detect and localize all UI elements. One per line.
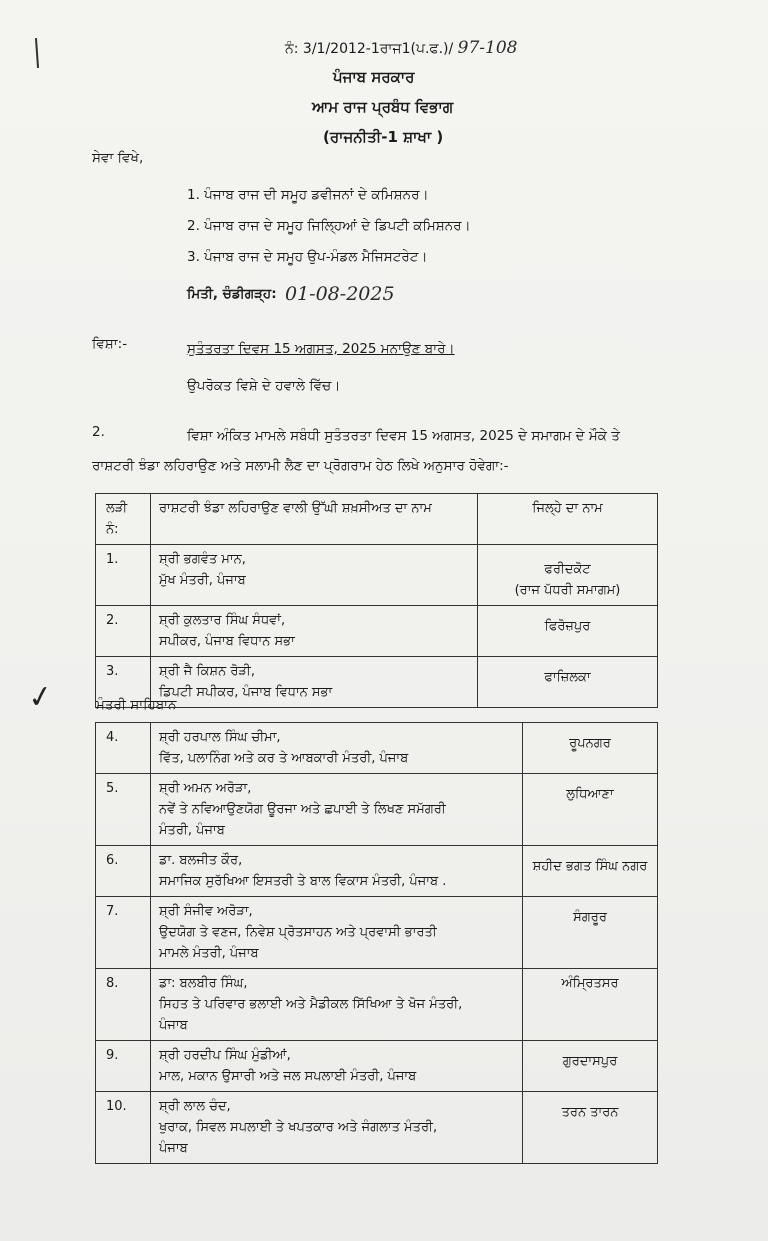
para2-line1: ਵਿਸ਼ਾ ਅੰਕਿਤ ਮਾਮਲੇ ਸਬੰਧੀ ਸੁਤੰਤਰਤਾ ਦਿਵਸ 15 ਅਗਸਤ, 2025 ਦੇ ਸਮਾਗਮ ਦੇ ਮੌਕੇ ਤੇ [187, 428, 620, 444]
row-dignitary [151, 657, 478, 708]
table-header-row [96, 494, 658, 545]
dignitary-line: ਮਾਲ, ਮਕਾਨ ਉਸਾਰੀ ਅਤੇ ਜਲ ਸਪਲਾਈ ਮੰਤਰੀ, ਪੰਜਾਬ [159, 1069, 417, 1084]
table-row [96, 1041, 658, 1092]
row-district: ਤਰਨ ਤਾਰਨ [523, 1092, 658, 1164]
row-dignitary [151, 774, 523, 846]
header-dignitary: ਰਾਸ਼ਟਰੀ ਝੰਡਾ ਲਹਿਰਾਉਣ ਵਾਲੀ ਉੱਘੀ ਸ਼ਖ਼ਸੀਅਤ ਦਾ ਨਾਮ [151, 494, 478, 545]
row-district: ਸੰਗਰੂਰ [523, 897, 658, 969]
para2-line2: ਰਾਸ਼ਟਰੀ ਝੰਡਾ ਲਹਿਰਾਉਣ ਅਤੇ ਸਲਾਮੀ ਲੈਣ ਦਾ ਪ੍ਰੋਗਰਾਮ ਹੇਠ ਲਿਖੇ ਅਨੁਸਾਰ ਹੋਵੇਗਾ:- [92, 458, 509, 474]
dignitary-line: ਡਾ: ਬਲਬੀਰ ਸਿੰਘ, [159, 976, 248, 991]
ministers-label: ਮੰਤਰੀ ਸਾਹਿਬਾਨ [96, 697, 177, 713]
row-dignitary [151, 897, 523, 969]
addressee-item-2: 2. ਪੰਜਾਬ ਰਾਜ ਦੇ ਸਮੂਹ ਜਿਲ੍ਹਿਆਂ ਦੇ ਡਿਪਟੀ ਕਮਿਸ਼ਨਰ। [187, 218, 471, 234]
reference-printed: ਨੰ: 3/1/2012-1ਰਾਜ1(ਪ.ਫ.)/ [285, 41, 454, 57]
margin-pen-stroke [35, 38, 39, 68]
reference-handwritten: 97-108 [457, 38, 518, 58]
row-serial: 2. [96, 606, 151, 657]
dignitary-line: ਵਿੱਤ, ਪਲਾਨਿੰਗ ਅਤੇ ਕਰ ਤੇ ਆਬਕਾਰੀ ਮੰਤਰੀ, ਪੰਜਾਬ [159, 751, 409, 766]
header-district: ਜਿਲ੍ਹੇ ਦਾ ਨਾਮ [478, 494, 658, 545]
govt-name: ਪੰਜਾਬ ਸਰਕਾਰ [333, 68, 415, 86]
dignitary-line: ਸ਼੍ਰੀ ਹਰਪਾਲ ਸਿੰਘ ਚੀਮਾ, [159, 730, 281, 745]
row-serial: 6. [96, 846, 151, 897]
dignitary-line: ਉਦਯੋਗ ਤੇ ਵਣਜ, ਨਿਵੇਸ਼ ਪ੍ਰੋਤਸਾਹਨ ਅਤੇ ਪ੍ਰਵਾਸੀ ਭਾਰਤੀ [159, 925, 437, 940]
date-handwritten: 01-08-2025 [285, 283, 395, 305]
row-district: ਫਿਰੋਜ਼ਪੁਰ [478, 606, 658, 657]
row-dignitary [151, 606, 478, 657]
row-district: ਫਾਜ਼ਿਲਕਾ [478, 657, 658, 708]
dignitary-line: ਸਿਹਤ ਤੇ ਪਰਿਵਾਰ ਭਲਾਈ ਅਤੇ ਮੈਡੀਕਲ ਸਿੱਖਿਆ ਤੇ ਖੋਜ ਮੰਤਰੀ, [159, 997, 463, 1012]
date-label: ਮਿਤੀ, ਚੰਡੀਗੜ੍ਹ: [187, 286, 277, 302]
table-row [96, 723, 658, 774]
department-name: ਆਮ ਰਾਜ ਪ੍ਰਬੰਧ ਵਿਭਾਗ [312, 98, 454, 116]
addressee-item-1: 1. ਪੰਜਾਬ ਰਾਜ ਦੀ ਸਮੂਹ ਡਵੀਜਨਾਂ ਦੇ ਕਮਿਸ਼ਨਰ। [187, 187, 429, 203]
dignitary-line: ਖੁਰਾਕ, ਸਿਵਲ ਸਪਲਾਈ ਤੇ ਖਪਤਕਾਰ ਅਤੇ ਜੰਗਲਾਤ ਮੰਤਰੀ, [159, 1120, 438, 1135]
row-serial: 1. [96, 545, 151, 606]
row-dignitary [151, 846, 523, 897]
dignitary-line: ਸ਼੍ਰੀ ਅਮਨ ਅਰੋੜਾ, [159, 781, 252, 796]
para2-number: 2. [92, 424, 105, 440]
row-district: ਰੂਪਨਗਰ [523, 723, 658, 774]
flag-hoisting-table-2 [95, 722, 658, 1164]
reference-number [285, 38, 517, 58]
dignitary-line: ਮਾਮਲੇ ਮੰਤਰੀ, ਪੰਜਾਬ [159, 946, 259, 961]
table-row [96, 897, 658, 969]
addressee-intro: ਸੇਵਾ ਵਿਖੇ, [92, 150, 144, 166]
table-row [96, 774, 658, 846]
dignitary-title: ਸਪੀਕਰ, ਪੰਜਾਬ ਵਿਧਾਨ ਸਭਾ [159, 634, 295, 649]
addressee-item-3: 3. ਪੰਜਾਬ ਰਾਜ ਦੇ ਸਮੂਹ ਉਪ-ਮੰਡਲ ਮੈਜਿਸਟਰੇਟ। [187, 249, 428, 265]
row-serial: 3. [96, 657, 151, 708]
row-dignitary [151, 1041, 523, 1092]
district-name: ਫਰੀਦਕੋਟ [544, 562, 591, 577]
row-district [478, 545, 658, 606]
row-district: ਲੁਧਿਆਣਾ [523, 774, 658, 846]
row-serial: 7. [96, 897, 151, 969]
table-row [96, 846, 658, 897]
row-dignitary [151, 969, 523, 1041]
table-row [96, 657, 658, 708]
row-district: ਸ਼ਹੀਦ ਭਗਤ ਸਿੰਘ ਨਗਰ [523, 846, 658, 897]
row-serial: 9. [96, 1041, 151, 1092]
dignitary-line: ਸ਼੍ਰੀ ਸੰਜੀਵ ਅਰੋੜਾ, [159, 904, 253, 919]
row-dignitary [151, 723, 523, 774]
row-serial: 4. [96, 723, 151, 774]
dignitary-name: ਸ਼੍ਰੀ ਭਗਵੰਤ ਮਾਨ, [159, 552, 246, 567]
table-row [96, 545, 658, 606]
subject-text: ਸੁਤੰਤਰਤਾ ਦਿਵਸ 15 ਅਗਸਤ, 2025 ਮਨਾਉਣ ਬਾਰੇ। [187, 341, 455, 357]
subject-reference: ਉਪਰੋਕਤ ਵਿਸ਼ੇ ਦੇ ਹਵਾਲੇ ਵਿੱਚ। [187, 378, 341, 394]
district-note: (ਰਾਜ ਪੱਧਰੀ ਸਮਾਗਮ) [514, 583, 621, 598]
dignitary-line: ਡਾ. ਬਲਜੀਤ ਕੌਰ, [159, 853, 243, 868]
dignitary-line: ਪੰਜਾਬ [159, 1018, 188, 1033]
row-district: ਅੰਮ੍ਰਿਤਸਰ [523, 969, 658, 1041]
dignitary-line: ਮੰਤਰੀ, ਪੰਜਾਬ [159, 823, 225, 838]
dignitary-line: ਸਮਾਜਿਕ ਸੁਰੱਖਿਆ ਇਸਤਰੀ ਤੇ ਬਾਲ ਵਿਕਾਸ ਮੰਤਰੀ, ਪੰਜਾਬ . [159, 874, 447, 889]
row-serial: 5. [96, 774, 151, 846]
handwritten-tick-mark: ✓ [25, 678, 56, 717]
row-dignitary [151, 545, 478, 606]
row-serial: 8. [96, 969, 151, 1041]
dignitary-line: ਸ਼੍ਰੀ ਲਾਲ ਚੰਦ, [159, 1099, 231, 1114]
dignitary-name: ਸ਼੍ਰੀ ਜੈ ਕਿਸ਼ਨ ਰੋੜੀ, [159, 664, 255, 679]
dignitary-line: ਸ਼੍ਰੀ ਹਰਦੀਪ ਸਿੰਘ ਮੁੰਡੀਆਂ, [159, 1048, 291, 1063]
branch-name: (ਰਾਜਨੀਤੀ-1 ਸ਼ਾਖਾ ) [323, 128, 444, 146]
row-serial: 10. [96, 1092, 151, 1164]
flag-hoisting-table-1 [95, 493, 658, 708]
table-row [96, 606, 658, 657]
row-dignitary [151, 1092, 523, 1164]
dignitary-line: ਨਵੇਂ ਤੇ ਨਵਿਆਉਣਯੋਗ ਊਰਜਾ ਅਤੇ ਛਪਾਈ ਤੇ ਲਿਖਣ ਸਮੱਗਰੀ [159, 802, 446, 817]
dignitary-line: ਪੰਜਾਬ [159, 1141, 188, 1156]
dignitary-title: ਡਿਪਟੀ ਸਪੀਕਰ, ਪੰਜਾਬ ਵਿਧਾਨ ਸਭਾ [159, 685, 333, 700]
table-row [96, 969, 658, 1041]
subject-label: ਵਿਸ਼ਾ:- [92, 336, 128, 352]
dignitary-name: ਸ਼੍ਰੀ ਕੁਲਤਾਰ ਸਿੰਘ ਸੰਧਵਾਂ, [159, 613, 286, 628]
row-district: ਗੁਰਦਾਸਪੁਰ [523, 1041, 658, 1092]
dignitary-title: ਮੁੱਖ ਮੰਤਰੀ, ਪੰਜਾਬ [159, 573, 246, 588]
table-row [96, 1092, 658, 1164]
header-serial: ਲੜੀ ਨੰ: [96, 494, 151, 545]
